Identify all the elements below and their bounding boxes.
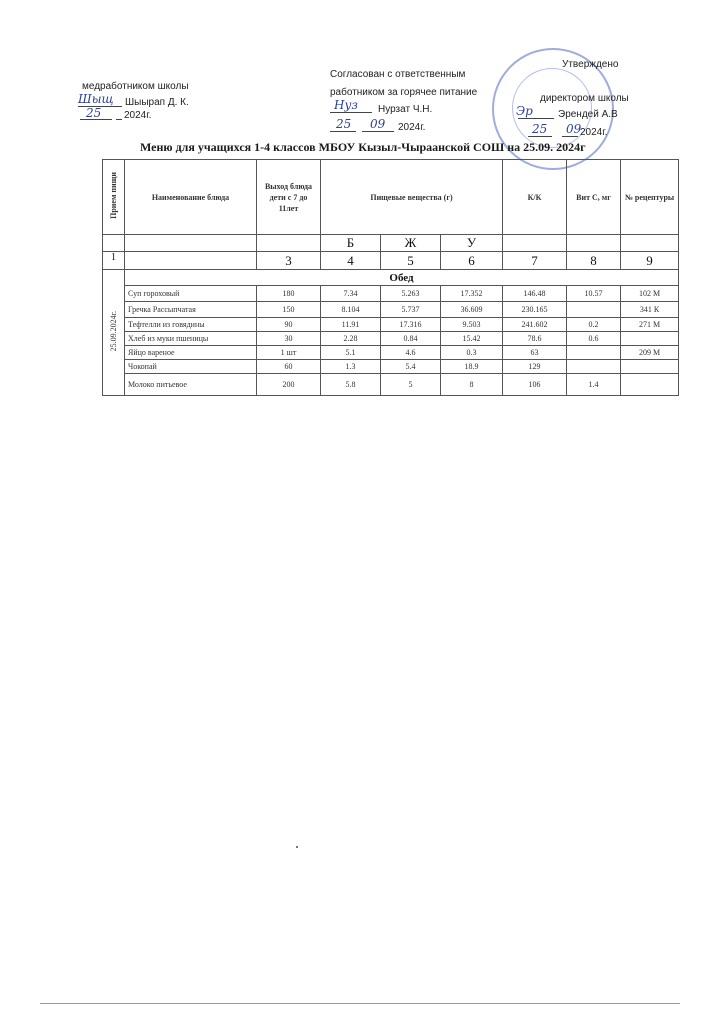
middle-date-day: 25	[336, 117, 352, 131]
section-row	[103, 270, 679, 286]
dish-b: 5.1	[321, 346, 381, 360]
dish-output: 1 шт	[257, 346, 321, 360]
dish-vitc: 0.6	[567, 332, 621, 346]
header-dish: Наименование блюда	[125, 160, 257, 235]
dish-zh: 5.4	[381, 360, 441, 374]
table-row	[103, 286, 679, 302]
dish-b: 5.8	[321, 374, 381, 396]
left-date-day: 25	[86, 106, 102, 120]
subheader-empty	[257, 235, 321, 252]
subheader-b: Б	[321, 235, 381, 252]
dish-name: Чокопай	[125, 360, 257, 374]
section-title: Обед	[125, 270, 679, 286]
left-signature: Шыщ	[78, 92, 114, 106]
dish-b: 8.104	[321, 302, 381, 318]
dish-vitc	[567, 360, 621, 374]
numbering-row	[103, 252, 679, 270]
dish-kk: 78.6	[503, 332, 567, 346]
middle-approval-line2: работником за горячее питание	[330, 87, 478, 98]
right-date-day: 25	[532, 122, 548, 136]
dish-output: 60	[257, 360, 321, 374]
header-output: Выход блюда дети с 7 до 11лет	[257, 160, 321, 235]
menu-table	[102, 159, 679, 396]
dish-name: Тефтелли из говядины	[125, 318, 257, 332]
dish-u: 9.503	[441, 318, 503, 332]
table-row	[103, 346, 679, 360]
dish-b: 2.28	[321, 332, 381, 346]
subheader-empty	[567, 235, 621, 252]
dish-u: 18.9	[441, 360, 503, 374]
numbering-9: 9	[621, 252, 679, 270]
right-approval-year: 2024г.	[580, 127, 608, 138]
date-cell	[103, 270, 125, 396]
numbering-6: 6	[441, 252, 503, 270]
numbering-1: 1	[103, 252, 125, 270]
dish-vitc: 1.4	[567, 374, 621, 396]
dish-name: Молоко питьевое	[125, 374, 257, 396]
header-kk: К/К	[503, 160, 567, 235]
dish-output: 180	[257, 286, 321, 302]
dish-kk: 230.165	[503, 302, 567, 318]
page-bottom-rule	[40, 1003, 680, 1004]
dish-output: 200	[257, 374, 321, 396]
numbering-8: 8	[567, 252, 621, 270]
dish-b: 1.3	[321, 360, 381, 374]
dish-kk: 106	[503, 374, 567, 396]
table-row	[103, 360, 679, 374]
date-vertical: 25.09.2024г.	[109, 311, 118, 352]
subheader-empty	[621, 235, 679, 252]
dish-u: 15.42	[441, 332, 503, 346]
dish-recipe: 341 К	[621, 302, 679, 318]
middle-signature-line	[330, 100, 372, 113]
dish-name: Яйцо вареное	[125, 346, 257, 360]
subheader-empty	[125, 235, 257, 252]
dish-recipe: 209 М	[621, 346, 679, 360]
dish-vitc	[567, 346, 621, 360]
scan-speck	[296, 846, 298, 848]
right-approval-name: Эрендей А.В	[558, 109, 618, 120]
numbering-empty	[125, 252, 257, 270]
left-approval-role: медработником школы	[82, 81, 189, 92]
header-row	[103, 160, 679, 235]
subheader-empty	[103, 235, 125, 252]
header-recipe: № рецептуры	[621, 160, 679, 235]
right-signature-line	[518, 106, 554, 119]
dish-vitc: 10.57	[567, 286, 621, 302]
right-approval-line2: директором школы	[540, 93, 629, 104]
dish-vitc: 0.2	[567, 318, 621, 332]
dish-zh: 5.263	[381, 286, 441, 302]
dish-kk: 63	[503, 346, 567, 360]
dish-zh: 17.316	[381, 318, 441, 332]
header-nutrients: Пищевые вещества (г)	[321, 160, 503, 235]
middle-approval-line1: Согласован с ответственным	[330, 69, 466, 80]
header-meal: Прием пищи	[103, 160, 125, 235]
header-vitc: Вит С, мг	[567, 160, 621, 235]
middle-approval-year: 2024г.	[398, 122, 426, 133]
dish-recipe	[621, 332, 679, 346]
dish-u: 0.3	[441, 346, 503, 360]
dish-u: 17.352	[441, 286, 503, 302]
dish-kk: 241.602	[503, 318, 567, 332]
dish-output: 90	[257, 318, 321, 332]
dish-u: 8	[441, 374, 503, 396]
numbering-4: 4	[321, 252, 381, 270]
dish-zh: 0.84	[381, 332, 441, 346]
numbering-3: 3	[257, 252, 321, 270]
dish-recipe	[621, 374, 679, 396]
dish-u: 36.609	[441, 302, 503, 318]
dish-recipe: 271 М	[621, 318, 679, 332]
dish-recipe: 102 М	[621, 286, 679, 302]
left-approval-name: Шыырап Д. К.	[125, 97, 189, 108]
dish-b: 11.91	[321, 318, 381, 332]
middle-approval-name: Нурзат Ч.Н.	[378, 104, 433, 115]
dish-name: Суп гороховый	[125, 286, 257, 302]
right-approval-line1: Утверждено	[562, 59, 619, 70]
subheader-row	[103, 235, 679, 252]
dish-output: 150	[257, 302, 321, 318]
dish-name: Гречка Рассыпчатая	[125, 302, 257, 318]
left-approval-year: 2024г.	[124, 110, 152, 121]
menu-title: Меню для учащихся 1-4 классов МБОУ Кызыл-Чыраанской СОШ на 25.09. 2024г	[140, 140, 586, 154]
dish-zh: 5.737	[381, 302, 441, 318]
table-row	[103, 302, 679, 318]
numbering-7: 7	[503, 252, 567, 270]
right-signature: Эр	[516, 104, 533, 118]
dish-kk: 146.48	[503, 286, 567, 302]
middle-date-month: 09	[370, 117, 386, 131]
dish-name: Хлеб из муки пшеницы	[125, 332, 257, 346]
subheader-u: У	[441, 235, 503, 252]
middle-signature: Нуз	[334, 98, 358, 112]
dish-vitc	[567, 302, 621, 318]
dish-b: 7.34	[321, 286, 381, 302]
numbering-5: 5	[381, 252, 441, 270]
dish-kk: 129	[503, 360, 567, 374]
table-row	[103, 332, 679, 346]
dish-zh: 5	[381, 374, 441, 396]
table-row	[103, 374, 679, 396]
dish-output: 30	[257, 332, 321, 346]
table-row	[103, 318, 679, 332]
dish-zh: 4.6	[381, 346, 441, 360]
dish-recipe	[621, 360, 679, 374]
left-date-month-line	[116, 107, 122, 120]
right-date-month: 09	[566, 122, 582, 136]
subheader-zh: Ж	[381, 235, 441, 252]
subheader-empty	[503, 235, 567, 252]
